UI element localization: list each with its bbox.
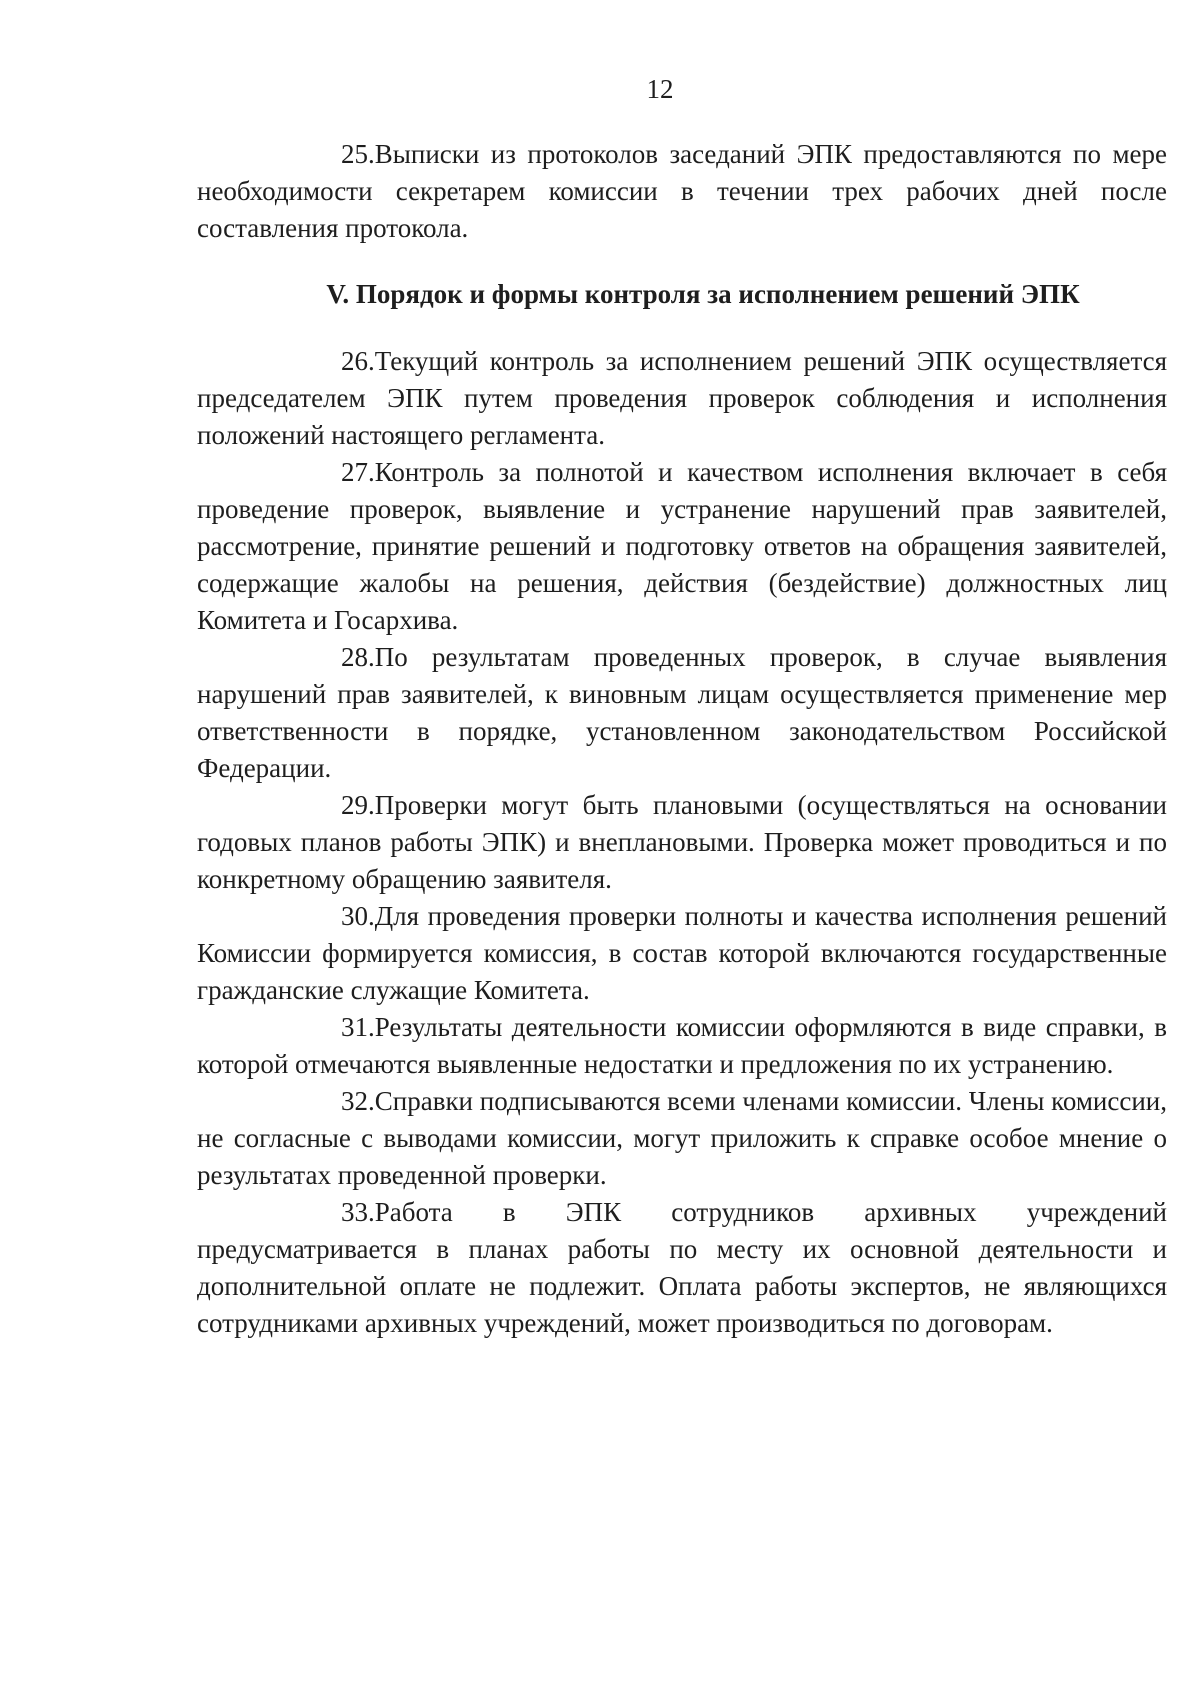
paragraph-number: 26. — [341, 346, 375, 376]
paragraph-text: Проверки могут быть плановыми (осуществляться на основании годовых планов работы ЭПК) и внеплановыми. Проверка может проводиться и по конкретному обращению заявителя. — [197, 790, 1167, 894]
paragraph-text: Контроль за полнотой и качеством исполнения включает в себя проведение проверок, выявление и устранение нарушений прав заявителей, рассмотрение, принятие решений и подготовку ответов на обращения заявителей, содержащие жалобы на решения, действия (бездействие) должностных лиц Комитета и Госархива. — [197, 457, 1167, 635]
section-heading: V. Порядок и формы контроля за исполнением решений ЭПК — [326, 279, 1080, 309]
document-body — [197, 136, 1167, 1342]
paragraph-text: Выписки из протоколов заседаний ЭПК предоставляются по мере необходимости секретарем комиссии в течении трех рабочих дней после составления протокола. — [197, 139, 1167, 243]
paragraph-27 — [197, 454, 1167, 639]
paragraph-number: 27. — [341, 457, 375, 487]
paragraph-number: 31. — [341, 1012, 375, 1042]
paragraph-32 — [197, 1083, 1167, 1194]
paragraph-text: Результаты деятельности комиссии оформляются в виде справки, в которой отмечаются выявленные недостатки и предложения по их устранению. — [197, 1012, 1167, 1079]
paragraph-text: Текущий контроль за исполнением решений ЭПК осуществляется председателем ЭПК путем проведения проверок соблюдения и исполнения положений настоящего регламента. — [197, 346, 1167, 450]
paragraph-number: 25. — [341, 139, 375, 169]
page-number: 12 — [646, 74, 674, 104]
paragraph-number: 29. — [341, 790, 375, 820]
paragraph-30 — [197, 898, 1167, 1009]
paragraph-text: Работа в ЭПК сотрудников архивных учреждений предусматривается в планах работы по месту их основной деятельности и дополнительной оплате не подлежит. Оплата работы экспертов, не являющихся сотрудниками архивных учреждений, может производиться по договорам. — [197, 1197, 1167, 1338]
paragraph-text: По результатам проведенных проверок, в случае выявления нарушений прав заявителей, к виновным лицам осуществляется применение мер ответственности в порядке, установленном законодательством Российской Федерации. — [197, 642, 1167, 783]
paragraph-31 — [197, 1009, 1167, 1083]
paragraph-text: Справки подписываются всеми членами комиссии. Члены комиссии, не согласные с выводами комиссии, могут приложить к справке особое мнение о результатах проведенной проверки. — [197, 1086, 1167, 1190]
paragraph-text: Для проведения проверки полноты и качества исполнения решений Комиссии формируется комиссия, в состав которой включаются государственные гражданские служащие Комитета. — [197, 901, 1167, 1005]
paragraph-25 — [197, 136, 1167, 247]
paragraph-26 — [197, 343, 1167, 454]
paragraph-number: 33. — [341, 1197, 375, 1227]
paragraph-number: 30. — [341, 901, 375, 931]
paragraph-number: 32. — [341, 1086, 375, 1116]
paragraph-29 — [197, 787, 1167, 898]
paragraph-33 — [197, 1194, 1167, 1342]
paragraph-28 — [197, 639, 1167, 787]
paragraph-number: 28. — [341, 642, 375, 672]
